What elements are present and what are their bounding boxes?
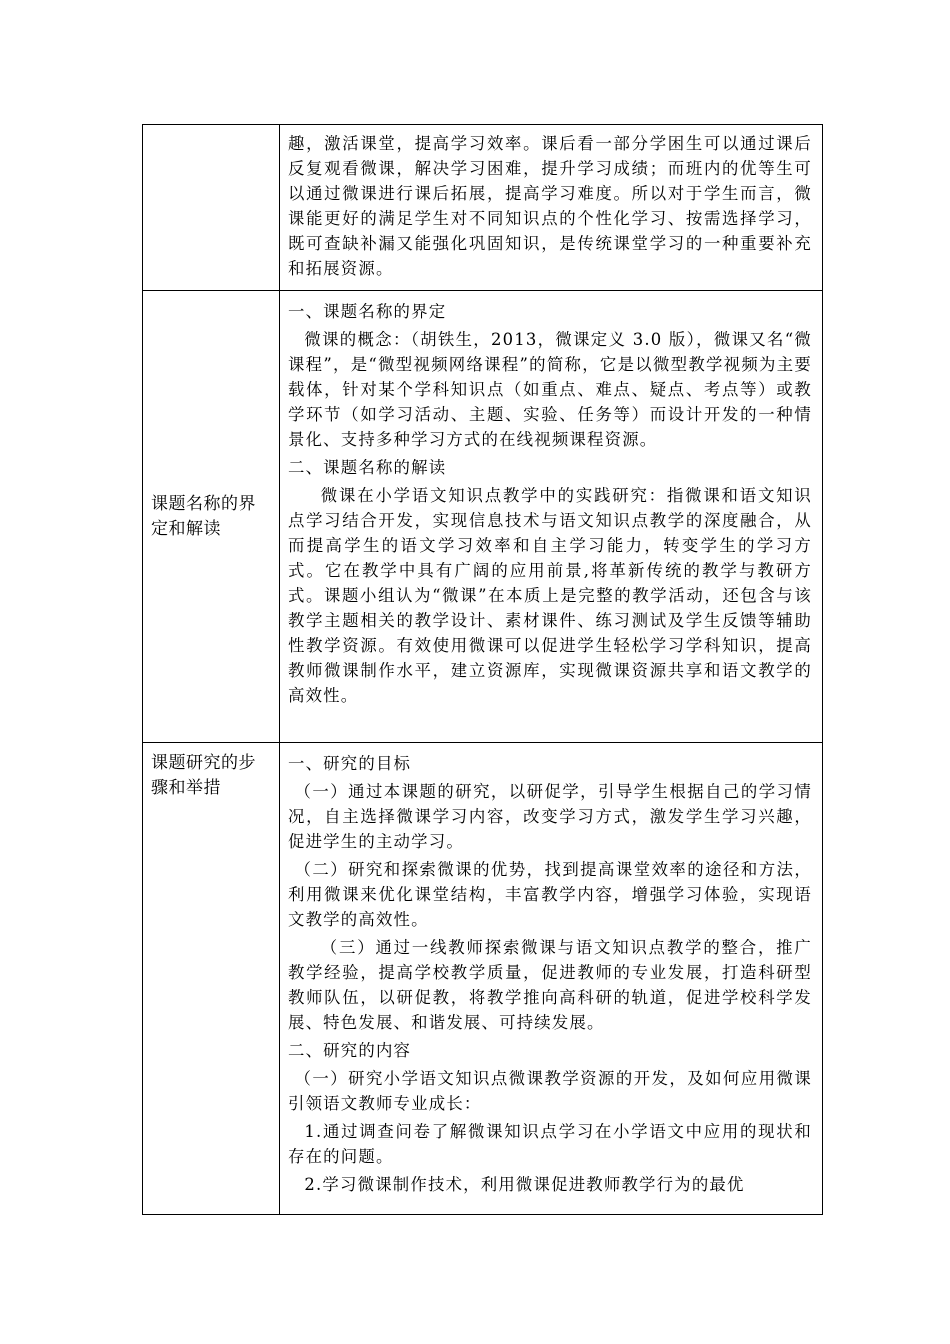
row-label-cell	[143, 291, 280, 743]
row-content-cell	[280, 743, 823, 1215]
paragraph: 2.学习微课制作技术，利用微课促进教师教学行为的最优	[304, 1175, 745, 1194]
section-heading: 二、课题名称的解读	[288, 458, 447, 477]
row-content-cell	[280, 125, 823, 291]
row-label-cell	[143, 125, 280, 291]
paragraph: 微课的概念：（胡铁生，2013，微课定义 3.0 版），微课又名“微课程”，是“微型视频网络课程”的简称，它是以微型教学视频为主要载体，针对某个学科知识点（如重点、难点、疑点、考点等）或教学环节（如学习活动、主题、实验、任务等）而设计开发的一种情景化、支持多种学习方式的在线视频课程资源。	[288, 330, 812, 449]
paragraph: （三）通过一线教师探索微课与语文知识点教学的整合，推广教学经验，提高学校教学质量，促进教师的专业发展，打造科研型教师队伍，以研促教，将教学推向高科研的轨道，促进学校科学发展、特色发展、和谐发展、可持续发展。	[288, 938, 812, 1032]
section-heading: 一、课题名称的界定	[288, 302, 447, 321]
row-label: 课题研究的步骤和举措	[151, 753, 256, 798]
paragraph: （一）通过本课题的研究，以研促学，引导学生根据自己的学习情况，自主选择微课学习内容，改变学习方式，激发学生学习兴趣，促进学生的主动学习。	[288, 782, 812, 851]
paragraph: 微课在小学语文知识点教学中的实践研究：指微课和语文知识点学习结合开发，实现信息技术与语文知识点教学的深度融合，从而提高学生的语文学习效率和自主学习能力，转变学生的学习方式。它在教学中具有广阔的应用前景,将革新传统的教学与教研方式。课题小组认为“微课”在本质上是完整的教学活动，还包含与该教学主题相关的教学设计、素材课件、练习测试及学生反馈等辅助性教学资源。有效使用微课可以促进学生轻松学习学科知识，提高教师微课制作水平，建立资源库，实现微课资源共享和语文教学的高效性。	[288, 486, 812, 705]
paragraph: （二）研究和探索微课的优势，找到提高课堂效率的途径和方法，利用微课来优化课堂结构，丰富教学内容，增强学习体验，实现语文教学的高效性。	[288, 860, 812, 929]
section-heading: 一、研究的目标	[288, 754, 412, 773]
table-row	[143, 743, 823, 1215]
table-row	[143, 125, 823, 291]
row-label-cell	[143, 743, 280, 1215]
content-table	[142, 124, 823, 1215]
section-heading: 二、研究的内容	[288, 1041, 412, 1060]
paragraph: 趣，激活课堂，提高学习效率。课后看一部分学困生可以通过课后反复观看微课，解决学习困难，提升学习成绩；而班内的优等生可以通过微课进行课后拓展，提高学习难度。所以对于学生而言，微课能更好的满足学生对不同知识点的个性化学习、按需选择学习，既可查缺补漏又能强化巩固知识，是传统课堂学习的一种重要补充和拓展资源。	[288, 134, 812, 278]
row-content-cell	[280, 291, 823, 743]
paragraph: （一）研究小学语文知识点微课教学资源的开发，及如何应用微课引领语文教师专业成长：	[288, 1069, 812, 1113]
paragraph: 1.通过调查问卷了解微课知识点学习在小学语文中应用的现状和存在的问题。	[288, 1122, 812, 1166]
row-label: 课题名称的界定和解读	[151, 493, 256, 539]
table-row	[143, 291, 823, 743]
